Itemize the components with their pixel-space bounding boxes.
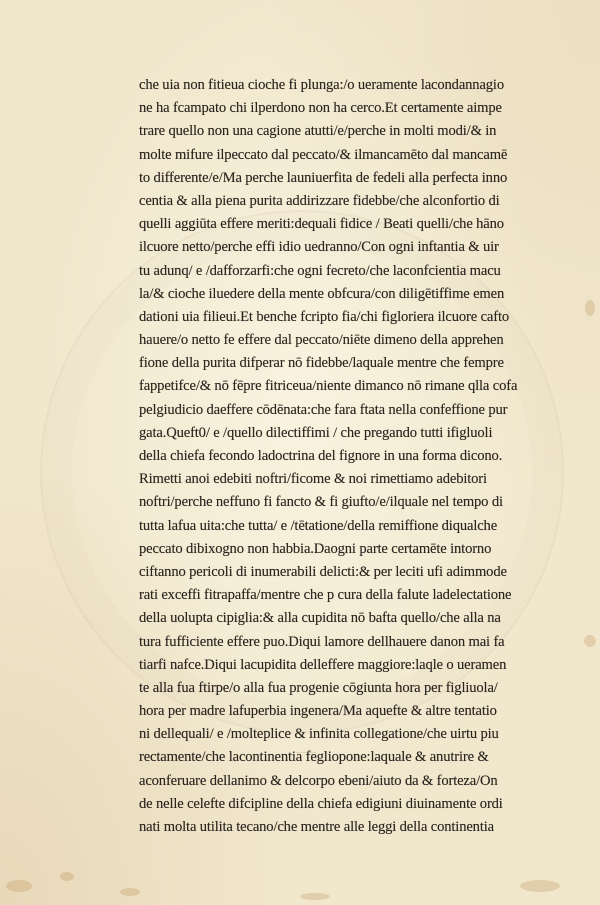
text-line: to differente/e/Ma perche launiuerfita de fedeli alla perfecta inno xyxy=(139,169,508,186)
text-line: peccato dibixogno non habbia.Daogni parte certamēte intorno xyxy=(139,540,492,557)
text-line: noftri/perche neffuno fi fancto & fi giufto/e/ilquale nel tempo di xyxy=(139,494,503,511)
text-line: fappetifce/& nō fēpre fitriceua/niente dimanco nō rimane qlla cofa xyxy=(139,378,518,395)
text-line: fione della purita difperar nō fidebbe/laquale mentre che fempre xyxy=(139,355,504,372)
text-line: tu adunq/ e /dafforzarfi:che ogni fecreto/che laconfcientia macu xyxy=(139,262,501,279)
text-line: della chiefa fecondo ladoctrina del fignore in una forma dicono. xyxy=(139,448,503,464)
text-line: quelli aggiūta effere meriti:dequali fidice / Beati quelli/che hāno xyxy=(139,216,504,233)
paper-stain xyxy=(6,880,32,892)
text-line: tura fufficiente effere puo.Diqui lamore dellhauere danon mai fa xyxy=(139,633,505,650)
text-line: ciftanno pericoli di inumerabili delicti:& per leciti ufi adimmode xyxy=(139,563,507,580)
text-line: dationi uia filieui.Et benche fcripto fia/chi figloriera ilcuore cafto xyxy=(139,308,509,325)
paper-stain xyxy=(584,635,596,647)
text-line: della uolupta cipiglia:& alla cupidita nō bafta quello/che alla na xyxy=(139,610,501,627)
text-line: ni dellequali/ e /molteplice & infinita collegatione/che uirtu piu xyxy=(139,726,499,743)
text-line: de nelle celefte difcipline della chiefa edigiuni diuinamente ordi xyxy=(139,795,503,812)
text-line: la/& cioche iluedere della mente obfcura/con diligētiffime emen xyxy=(139,285,505,302)
text-line: tiarfi nafce.Diqui lacupidita delleffere maggiore:laqle o ueramen xyxy=(139,656,507,673)
text-line: pelgiudicio daeffere cōdēnata:che fara ftata nella confeffione pur xyxy=(139,401,508,418)
text-line: molte mifure ilpeccato dal peccato/& ilmancamēto dal mancamē xyxy=(139,146,508,163)
paper-stain xyxy=(60,872,74,881)
text-line: trare quello non una cagione atutti/e/perche in molti modi/& in xyxy=(139,123,497,140)
text-line: hauere/o netto fe effere dal peccato/niēte dimeno della apprehen xyxy=(139,332,504,349)
paper-stain xyxy=(585,300,595,316)
text-line: rati exceffi fitrapaffa/mentre che p cura della falute ladelectatione xyxy=(139,587,512,604)
text-block xyxy=(139,74,559,839)
paper-stain xyxy=(120,888,140,896)
text-line: hora per madre lafuperbia ingenera/Ma aquefte & altre tentatio xyxy=(139,703,497,720)
text-line: nati molta utilita tecano/che mentre alle leggi della continentia xyxy=(139,819,494,835)
text-line: Rimetti anoi edebiti noftri/ficome & noi rimettiamo adebitori xyxy=(139,471,487,488)
text-line: gata.Queft0/ e /quello dilectiffimi / che pregando tutti ifigluoli xyxy=(139,424,493,441)
text-line: rectamente/che lacontinentia fegliopone:laquale & anutrire & xyxy=(139,749,489,766)
paper-stain xyxy=(300,893,330,900)
text-line: aconferuare dellanimo & delcorpo ebeni/aiuto da & forteza/On xyxy=(139,772,498,789)
text-line: centia & alla piena purita addirizzare fidebbe/che alconfortio di xyxy=(139,192,500,209)
text-line: te alla fua ftirpe/o alla fua progenie cōgiunta hora per figliuola/ xyxy=(139,679,498,696)
text-line: tutta lafua uita:che tutta/ e /tētatione/della remiffione diqualche xyxy=(139,517,498,534)
text-line: che uia non fitieua cioche fi plunga:/o ueramente lacondannagio xyxy=(139,77,504,93)
paper-stain xyxy=(520,880,560,892)
text-line: ne ha fcampato chi ilperdono non ha cerco.Et certamente aimpe xyxy=(139,100,502,117)
text-line: ilcuore netto/perche effi idio uedranno/Con ogni inftantia & uir xyxy=(139,239,499,256)
